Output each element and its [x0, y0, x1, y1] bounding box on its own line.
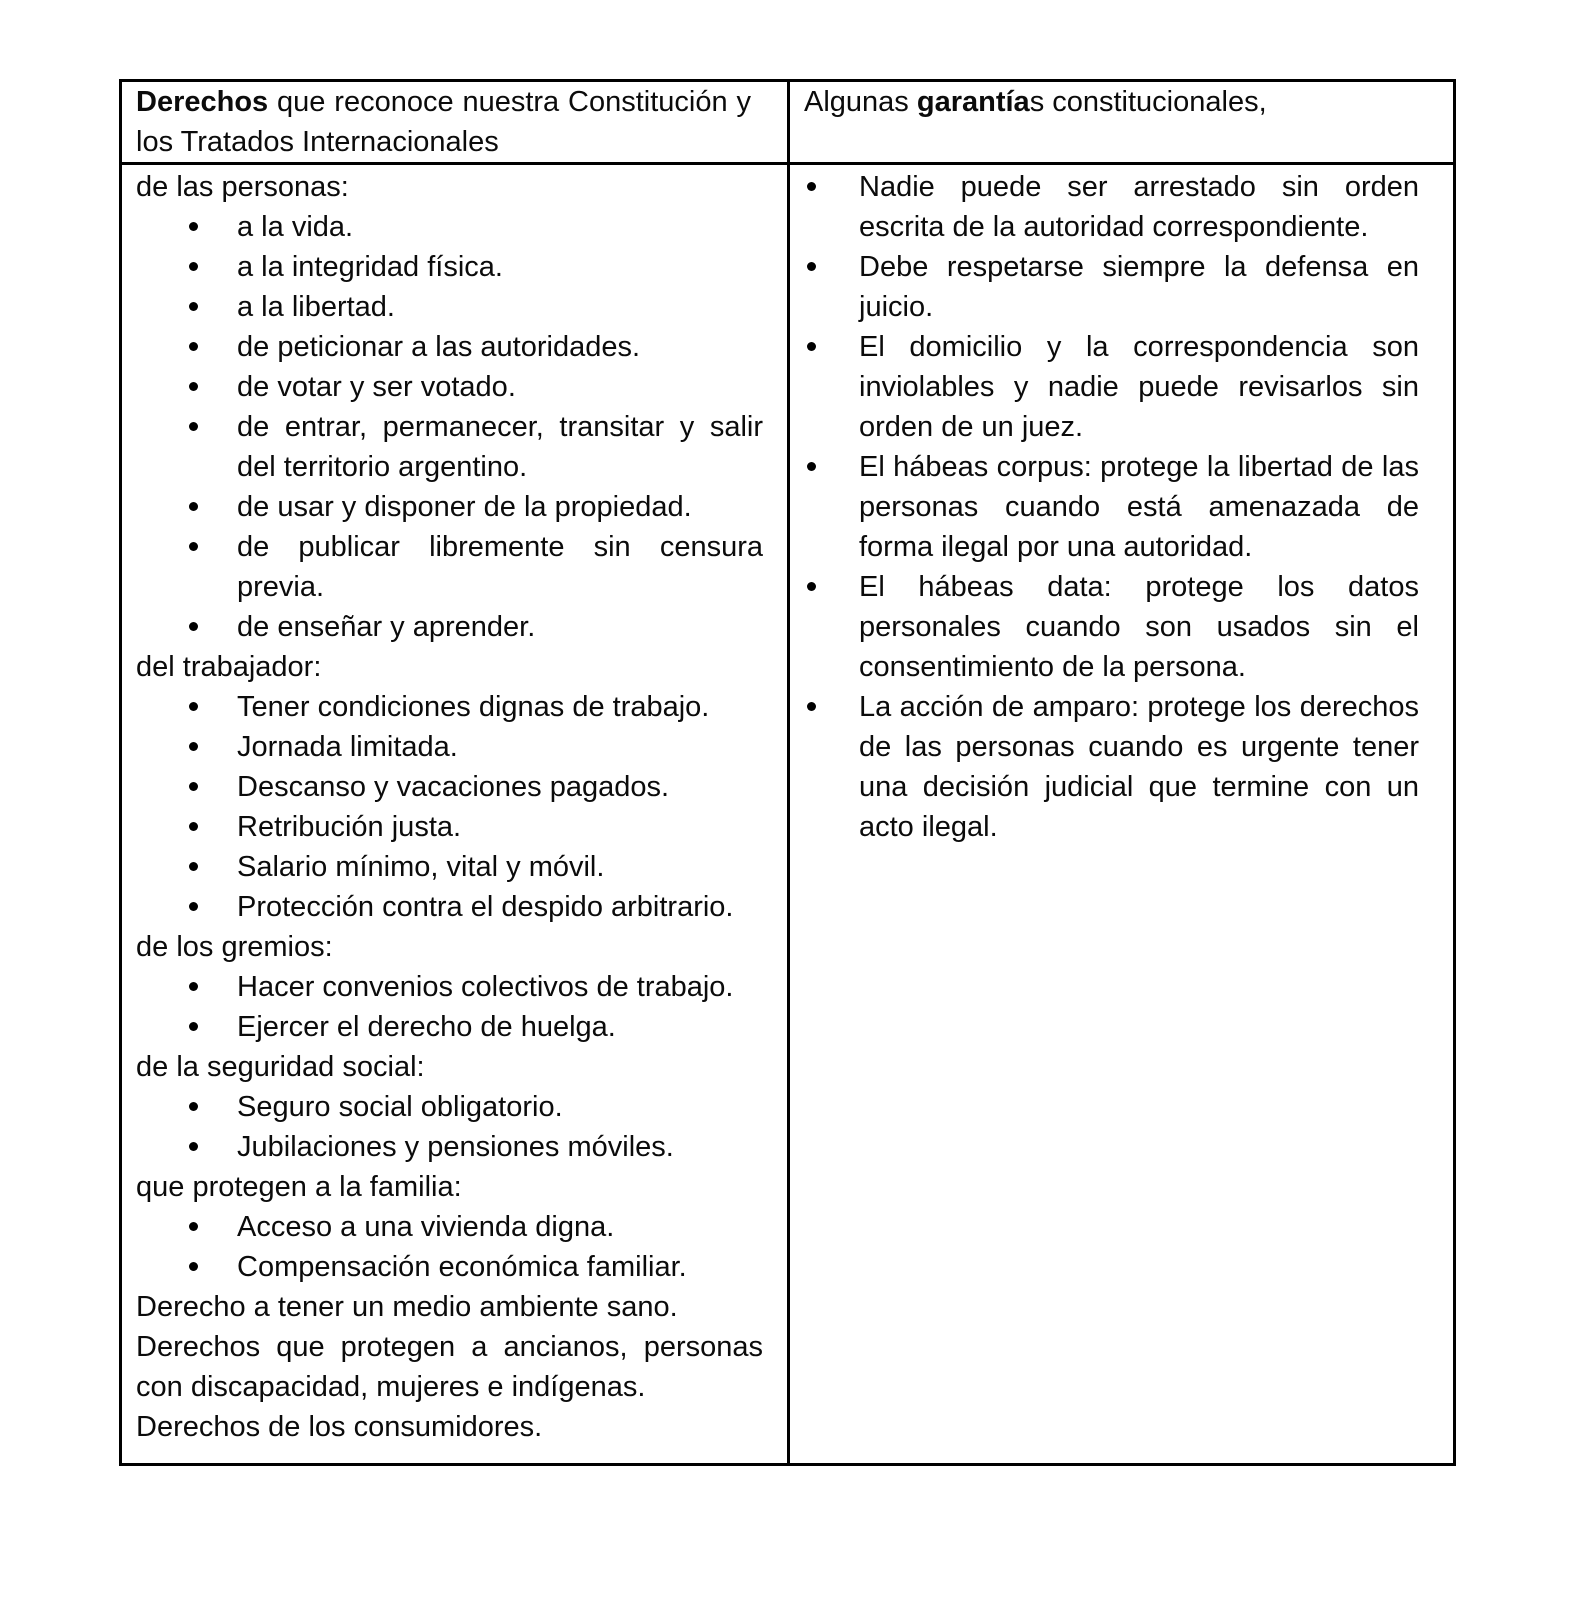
bullet-text: Salario mínimo, vital y móvil. [237, 851, 605, 883]
bullet-item [807, 327, 1419, 447]
section-label: de los gremios: [136, 931, 333, 963]
bullet-item [189, 767, 763, 807]
bullet-item [189, 207, 763, 247]
bullet-icon [189, 342, 198, 351]
section-label: del trabajador: [136, 651, 322, 683]
garantias-header-prefix: Algunas [804, 86, 917, 118]
bullet-icon [189, 1022, 198, 1031]
section-label: de la seguridad social: [136, 1051, 425, 1083]
bullet-item [807, 447, 1419, 567]
bullet-item [189, 887, 763, 927]
bullet-item [189, 327, 763, 367]
bullet-icon [189, 982, 198, 991]
bullet-item [189, 1087, 763, 1127]
bullet-text: Acceso a una vivienda digna. [237, 1211, 615, 1243]
derechos-list-cell [122, 165, 790, 1463]
garantias-header-bold: garantía [916, 86, 1030, 118]
bullet-icon [189, 902, 198, 911]
bullet-item [189, 1127, 763, 1167]
footer-paragraph: Derechos de los consumidores. [136, 1411, 543, 1443]
bullet-item [189, 527, 763, 607]
bullet-icon [189, 382, 198, 391]
bullet-icon [189, 862, 198, 871]
bullet-item [807, 167, 1419, 247]
bullet-icon [807, 262, 816, 271]
bullet-icon [189, 742, 198, 751]
bullet-text: a la libertad. [237, 291, 395, 323]
bullet-icon [189, 302, 198, 311]
bullet-text: de entrar, permanecer, transitar y salir del territorio argentino. [237, 411, 763, 483]
bullet-text: Ejercer el derecho de huelga. [237, 1011, 616, 1043]
bullet-item [807, 567, 1419, 687]
bullet-icon [189, 1142, 198, 1151]
bullet-text: de publicar libremente sin censura previa. [237, 531, 763, 603]
bullet-item [189, 967, 763, 1007]
bullet-item [189, 727, 763, 767]
bullet-item [189, 287, 763, 327]
bullet-icon [189, 822, 198, 831]
bullet-text: Debe respetarse siempre la defensa en juicio. [859, 251, 1419, 323]
bullet-item [807, 687, 1419, 847]
bullet-text: Descanso y vacaciones pagados. [237, 771, 670, 803]
bullet-text: Jubilaciones y pensiones móviles. [237, 1131, 674, 1163]
bullet-icon [189, 502, 198, 511]
table-body-row [122, 165, 1453, 1463]
garantias-header-rest: s constitucionales, [1029, 86, 1267, 118]
bullet-icon [189, 542, 198, 551]
derechos-header-bold: Derechos [136, 86, 269, 118]
bullet-item [189, 807, 763, 847]
bullet-icon [807, 182, 816, 191]
bullet-text: El hábeas corpus: protege la libertad de las personas cuando está amenazada de forma ilegal por una autoridad. [859, 451, 1419, 563]
bullet-text: Hacer convenios colectivos de trabajo. [237, 971, 734, 1003]
bullet-text: de usar y disponer de la propiedad. [237, 491, 692, 523]
bullet-item [189, 407, 763, 487]
bullet-icon [189, 1222, 198, 1231]
bullet-icon [189, 702, 198, 711]
garantias-header-cell [790, 82, 1453, 162]
bullet-text: Nadie puede ser arrestado sin orden escrita de la autoridad correspondiente. [859, 171, 1419, 243]
table-header-row [122, 82, 1453, 165]
bullet-text: Tener condiciones dignas de trabajo. [237, 691, 710, 723]
bullet-icon [807, 582, 816, 591]
bullet-text: La acción de amparo: protege los derechos de las personas cuando es urgente tener una decisión judicial que termine con un acto ilegal. [859, 691, 1419, 843]
bullet-text: a la integridad física. [237, 251, 503, 283]
bullet-text: Compensación económica familiar. [237, 1251, 687, 1283]
bullet-icon [807, 702, 816, 711]
bullet-item [807, 247, 1419, 327]
bullet-text: a la vida. [237, 211, 354, 243]
bullet-icon [189, 222, 198, 231]
bullet-item [189, 247, 763, 287]
bullet-icon [189, 1262, 198, 1271]
bullet-icon [189, 422, 198, 431]
bullet-text: Protección contra el despido arbitrario. [237, 891, 734, 923]
bullet-text: de votar y ser votado. [237, 371, 516, 403]
bullet-icon [807, 342, 816, 351]
bullet-icon [189, 622, 198, 631]
bullet-item [189, 487, 763, 527]
bullet-item [189, 847, 763, 887]
bullet-text: El domicilio y la correspondencia son inviolables y nadie puede revisarlos sin orden de un juez. [859, 331, 1419, 443]
bullet-icon [807, 462, 816, 471]
section-label: de las personas: [136, 171, 349, 203]
footer-paragraph: Derechos que protegen a ancianos, personas con discapacidad, mujeres e indígenas. [136, 1331, 763, 1403]
section-label: que protegen a la familia: [136, 1171, 462, 1203]
derechos-header-cell [122, 82, 790, 162]
bullet-item [189, 1007, 763, 1047]
bullet-text: Seguro social obligatorio. [237, 1091, 563, 1123]
bullet-item [189, 1247, 763, 1287]
bullet-text: de peticionar a las autoridades. [237, 331, 641, 363]
bullet-item [189, 1207, 763, 1247]
bullet-icon [189, 1102, 198, 1111]
bullet-text: El hábeas data: protege los datos personales cuando son usados sin el consentimiento de la persona. [859, 571, 1419, 683]
bullet-text: Retribución justa. [237, 811, 462, 843]
bullet-text: de enseñar y aprender. [237, 611, 536, 643]
bullet-item [189, 367, 763, 407]
bullet-icon [189, 262, 198, 271]
bullet-text: Jornada limitada. [237, 731, 458, 763]
footer-paragraph: Derecho a tener un medio ambiente sano. [136, 1291, 678, 1323]
rights-guarantees-table [119, 79, 1456, 1466]
bullet-item [189, 607, 763, 647]
bullet-item [189, 687, 763, 727]
garantias-list-cell [790, 165, 1453, 1463]
bullet-icon [189, 782, 198, 791]
derechos-header-rest: que reconoce nuestra Constitución y los Tratados Internacionales [136, 86, 751, 158]
